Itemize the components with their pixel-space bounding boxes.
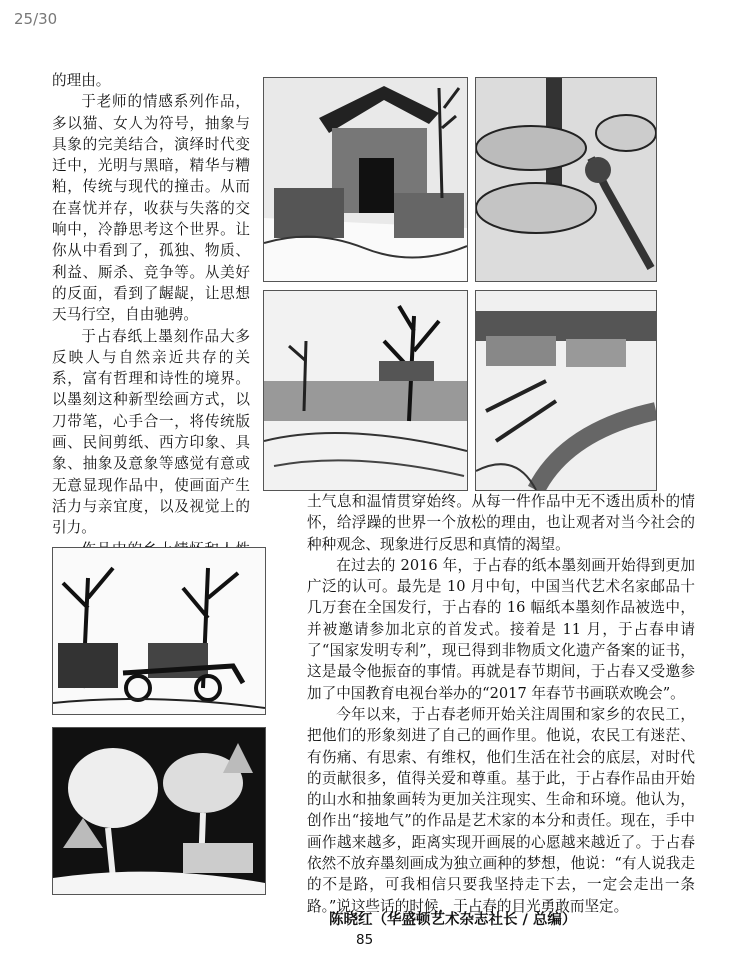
- paragraph: 的理由。: [52, 72, 111, 89]
- paragraph: 在过去的 2016 年，于占春的纸本墨刻画开始得到更加广泛的认可。最先是 10 月中旬，中国当代艺术名家邮品十几万套在全国发行，于占春的 16 幅纸本墨刻作品被选中，并被邀请参加北京的首发式。接着是 11 月，于占春申请了“国家发明专利”，现已得到非物质文化遗产备案的证书，这是最令他振奋的事情。再就是春节期间，于占春又受邀参加了中国教育电视台举办的“2017 年春节书画联欢晚会”。: [307, 556, 695, 702]
- paragraph: 于占春纸上墨刻作品大多反映人与自然亲近共存的关系，富有哲理和诗性的境界。以墨刻这种新型绘画方式，以刀带笔，心手合一，将传统版画、民间剪纸、西方印象、具象、抽象及意象等感觉有意或无意显现作品中，使画面产生活力与亲宜度，以及视觉上的引力。: [52, 327, 250, 537]
- artwork-snow-village: [475, 290, 657, 491]
- artwork-old-house: [263, 77, 468, 282]
- page-number: 85: [356, 932, 374, 948]
- artwork-forest-cabin: [52, 727, 266, 895]
- artwork-village-cart: [52, 547, 266, 715]
- right-text-column: [307, 491, 695, 917]
- paragraph: 土气息和温情贯穿始终。从每一件作品中无不透出质朴的情怀，给浮躁的世界一个放松的理由，也让观者对当今社会的种种观念、现象进行反思和真情的渴望。: [307, 493, 695, 553]
- artwork-winter-trees: [263, 290, 468, 491]
- artwork-dragonfly: [475, 77, 657, 282]
- paragraph: 今年以来，于占春老师开始关注周围和家乡的农民工，把他们的形象刻进了自己的画作里。他说，农民工有迷茫、有伤痛、有思索、有维权，他们生活在社会的底层，对时代的贡献很多，值得关爱和尊重。基于此，于占春作品由开始的山水和抽象画转为更加关注现实、生命和环境。他认为，创作出“接地气”的作品是艺术家的本分和责任。现在，手中画作越来越多，距离实现开画展的心愿越来越近了。于占春依然不放弃墨刻画成为独立画种的梦想，他说：“有人说我走的不是路，可我相信只要我坚持走下去，一定会走出一条路。”说这些话的时候，于占春的目光勇敢而坚定。: [307, 705, 695, 915]
- page-counter: 25/30: [14, 10, 58, 28]
- paragraph: 于老师的情感系列作品，多以猫、女人为符号，抽象与具象的完美结合，演绎时代变迁中，光明与黑暗，精华与糟粕，传统与现代的撞击。从而在喜忧并存，收获与失落的交响中，冷静思考这个世界。让你从中看到了，孤独、物质、利益、厮杀、竞争等。从美好的反面，看到了龌龊，让思想天马行空，自由驰骋。: [52, 93, 250, 324]
- left-text-column: [52, 70, 250, 602]
- author-credit: 陈晓红（华盛顿艺术杂志社长 / 总编）: [329, 912, 577, 928]
